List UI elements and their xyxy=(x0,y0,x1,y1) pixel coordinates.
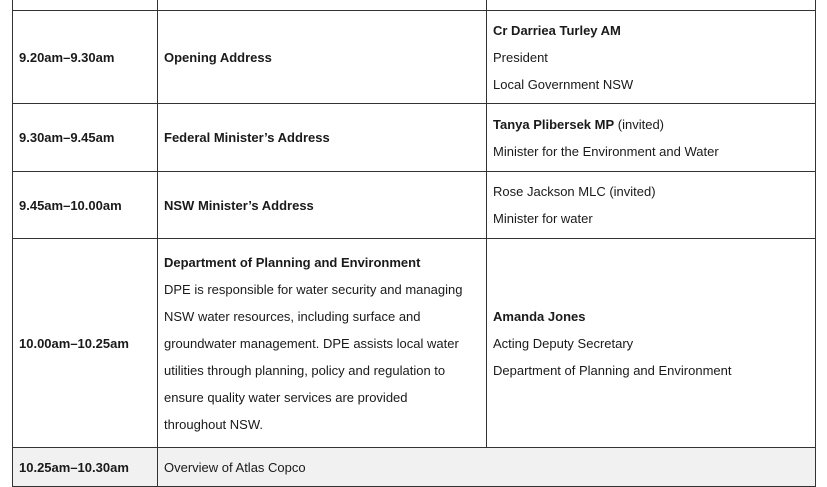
table-row xyxy=(13,0,816,11)
table-row xyxy=(13,239,816,448)
speaker-role: President xyxy=(493,49,548,65)
speaker-name: Amanda Jones xyxy=(493,308,586,324)
speaker-role: Acting Deputy Secretary xyxy=(493,335,634,351)
session-cell xyxy=(158,0,487,11)
speaker-cell xyxy=(487,104,816,172)
session-title: Overview of Atlas Copco xyxy=(158,448,816,487)
session-description-line: groundwater management. DPE assists local water xyxy=(164,335,459,351)
time-cell: 9.45am–10.00am xyxy=(13,172,158,239)
session-cell xyxy=(158,239,487,448)
speaker-cell xyxy=(487,239,816,448)
session-title: NSW Minister’s Address xyxy=(158,172,487,239)
agenda-table xyxy=(12,0,816,487)
session-title: Opening Address xyxy=(158,11,487,104)
table-row xyxy=(13,104,816,172)
speaker-note: (invited) xyxy=(614,116,665,132)
speaker-cell xyxy=(487,172,816,239)
time-cell: 9.20am–9.30am xyxy=(13,11,158,104)
speaker-name: Cr Darriea Turley AM xyxy=(493,22,621,38)
table-row xyxy=(13,11,816,104)
table-row xyxy=(13,172,816,239)
time-cell: 9.30am–9.45am xyxy=(13,104,158,172)
speaker-heading xyxy=(493,111,809,138)
session-description-line: NSW water resources, including surface and xyxy=(164,308,421,324)
session-description-line: throughout NSW. xyxy=(164,416,263,432)
session-title: Federal Minister’s Address xyxy=(158,104,487,172)
speaker-name: Tanya Plibersek MP xyxy=(493,116,615,132)
session-title: Department of Planning and Environment xyxy=(164,254,421,270)
session-description-line: ensure quality water services are provided xyxy=(164,389,408,405)
speaker-cell xyxy=(487,0,816,11)
speaker-organisation: Local Government NSW xyxy=(493,76,634,92)
session-description-line: DPE is responsible for water security and managing xyxy=(164,281,463,297)
speaker-organisation: Department of Planning and Environment xyxy=(493,362,732,378)
time-cell xyxy=(13,0,158,11)
speaker-name: Rose Jackson MLC (invited) xyxy=(493,184,656,199)
session-description-line: utilities through planning, policy and regulation to xyxy=(164,362,446,378)
time-cell: 10.25am–10.30am xyxy=(13,448,158,487)
speaker-cell xyxy=(487,11,816,104)
speaker-role: Minister for water xyxy=(493,211,593,226)
time-cell: 10.00am–10.25am xyxy=(13,239,158,448)
speaker-role: Minister for the Environment and Water xyxy=(493,143,719,159)
